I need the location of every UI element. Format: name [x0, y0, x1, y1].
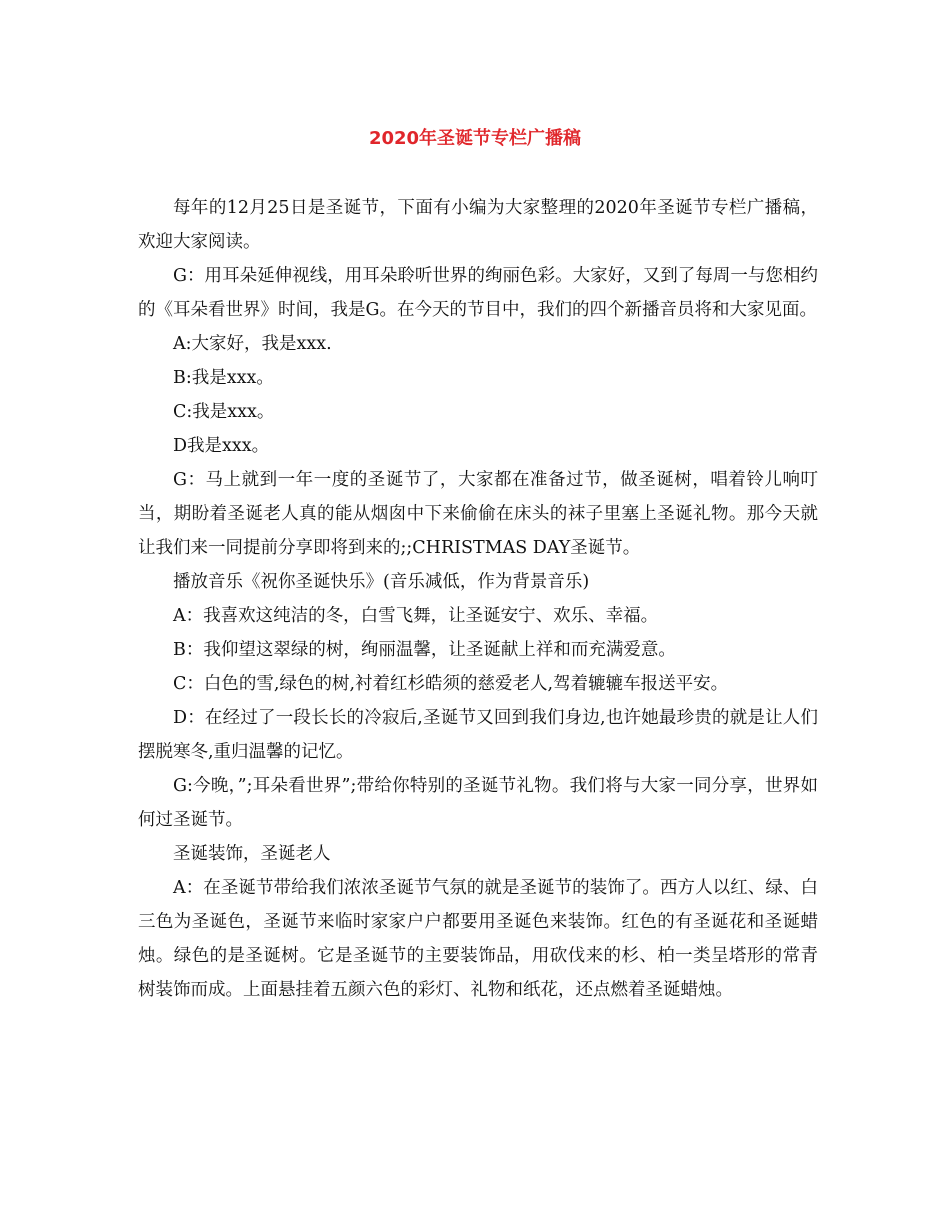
paragraph: D：在经过了一段长长的冷寂后,圣诞节又回到我们身边,也许她最珍贵的就是让人们摆脱寒冬,重归温馨的记忆。	[138, 708, 818, 762]
section-heading: 圣诞装饰，圣诞老人	[173, 844, 331, 864]
paragraph: D我是xxx。	[173, 436, 270, 456]
paragraph: B:我是xxx。	[173, 368, 274, 388]
paragraph: C:我是xxx。	[173, 402, 275, 422]
document-title: 2020年圣诞节专栏广播稿	[368, 128, 582, 149]
document-body	[138, 191, 818, 1007]
paragraph: G：马上就到一年一度的圣诞节了，大家都在准备过节，做圣诞树，唱着铃儿响叮当，期盼着圣诞老人真的能从烟囱中下来偷偷在床头的袜子里塞上圣诞礼物。那今天就让我们来一同提前分享即将到来的;;CHRISTMAS DAY圣诞节。	[138, 470, 818, 558]
paragraph: A:大家好，我是xxx.	[173, 334, 332, 354]
paragraph: 每年的12月25日是圣诞节，下面有小编为大家整理的2020年圣诞节专栏广播稿，欢迎大家阅读。	[138, 198, 818, 252]
paragraph: A：在圣诞节带给我们浓浓圣诞节气氛的就是圣诞节的装饰了。西方人以红、绿、白三色为圣诞色，圣诞节来临时家家户户都要用圣诞色来装饰。红色的有圣诞花和圣诞蜡烛。绿色的是圣诞树。它是圣诞节的主要装饰品，用砍伐来的杉、柏一类呈塔形的常青树装饰而成。上面悬挂着五颜六色的彩灯、礼物和纸花，还点燃着圣诞蜡烛。	[138, 878, 818, 1000]
paragraph: G：用耳朵延伸视线，用耳朵聆听世界的绚丽色彩。大家好，又到了每周一与您相约的《耳朵看世界》时间，我是G。在今天的节目中，我们的四个新播音员将和大家见面。	[138, 266, 818, 320]
paragraph: G:今晚，”;耳朵看世界”;带给你特别的圣诞节礼物。我们将与大家一同分享，世界如何过圣诞节。	[138, 776, 818, 830]
paragraph: B：我仰望这翠绿的树，绚丽温馨，让圣诞献上祥和而充满爱意。	[173, 640, 676, 660]
paragraph: 播放音乐《祝你圣诞快乐》(音乐减低，作为背景音乐)	[173, 572, 590, 592]
paragraph: A：我喜欢这纯洁的冬，白雪飞舞，让圣诞安宁、欢乐、幸福。	[173, 606, 659, 626]
paragraph: C：白色的雪,绿色的树,衬着红杉皓须的慈爱老人,驾着辘辘车报送平安。	[173, 674, 729, 694]
